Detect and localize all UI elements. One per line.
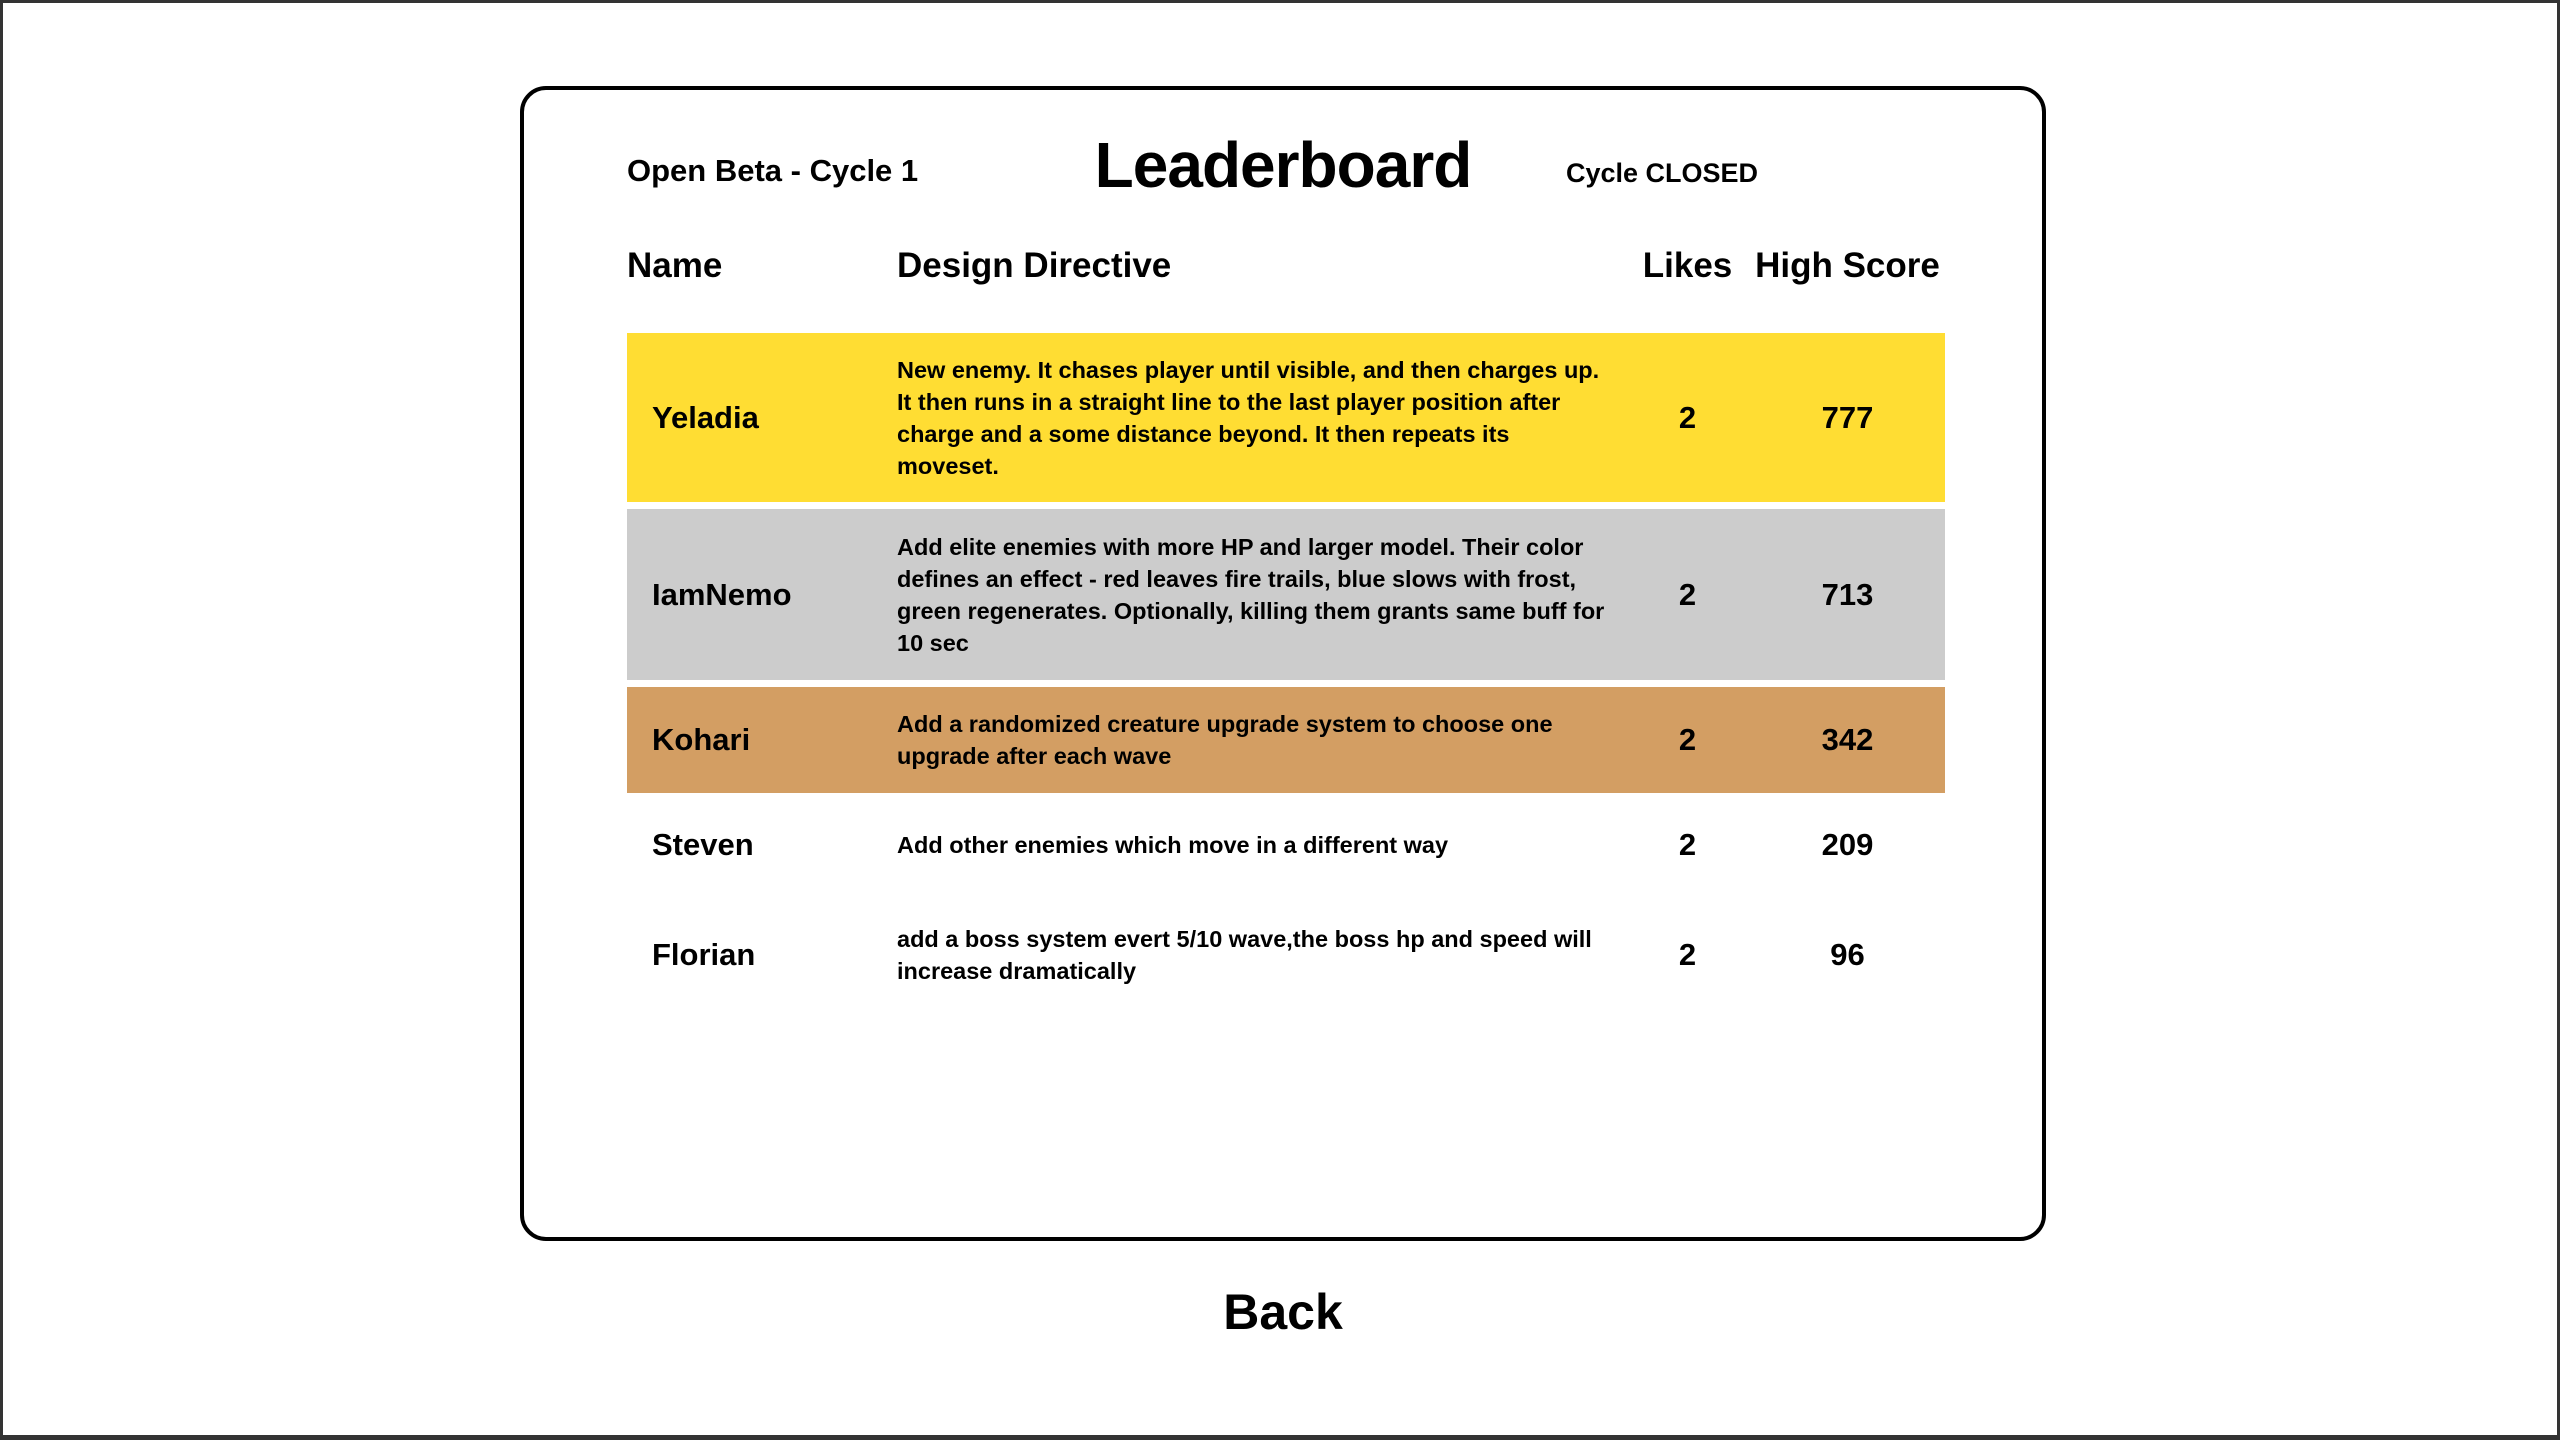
leaderboard-row-4 — [627, 800, 1945, 890]
back-button[interactable]: Back — [1223, 1284, 1343, 1340]
table-header — [627, 246, 1945, 286]
high-score-value: 777 — [1821, 399, 1874, 435]
player-name: Steven — [652, 827, 754, 862]
cycle-status-badge: Cycle CLOSED — [1566, 158, 1759, 188]
leaderboard-panel — [520, 86, 2046, 1241]
player-name: Yeladia — [652, 399, 759, 435]
likes-value: 2 — [1678, 576, 1697, 612]
cycle-label: Open Beta - Cycle 1 — [627, 153, 919, 188]
design-directive: Add other enemies which move in a different way — [897, 832, 1449, 858]
player-name: Kohari — [652, 722, 751, 757]
likes-value: 2 — [1678, 936, 1697, 972]
column-header-name: Name — [627, 246, 723, 285]
leaderboard-row-5 — [627, 897, 1945, 1012]
high-score-value: 96 — [1830, 936, 1865, 972]
design-directive: add a boss system evert 5/10 wave,the boss hp and speed will increase dramatically — [897, 925, 1592, 984]
player-name: IamNemo — [652, 576, 792, 612]
column-header-likes: Likes — [1642, 246, 1733, 285]
likes-value: 2 — [1678, 827, 1697, 862]
column-header-directive: Design Directive — [897, 246, 1172, 285]
column-header-high-score: High Score — [1755, 246, 1940, 285]
design-directive: New enemy. It chases player until visible, and then charges up. It then runs in a straight line to the last player position after charge and a some distance beyond. It then repeats its moveset. — [897, 356, 1600, 479]
leaderboard-row-2 — [627, 509, 1945, 680]
likes-value: 2 — [1678, 722, 1697, 757]
player-name: Florian — [652, 936, 756, 972]
high-score-value: 713 — [1821, 576, 1874, 612]
high-score-value: 209 — [1821, 827, 1874, 862]
leaderboard-row-1 — [627, 333, 1945, 502]
design-directive: Add a randomized creature upgrade system to choose one upgrade after each wave — [897, 711, 1553, 769]
page-title: Leaderboard — [1094, 129, 1472, 201]
likes-value: 2 — [1678, 399, 1697, 435]
design-directive: Add elite enemies with more HP and larger model. Their color defines an effect - red leaves fire trails, blue slows with frost, green regenerates. Optionally, killing them grants same buff for 10 sec — [897, 533, 1605, 656]
leaderboard-rows — [627, 333, 1945, 1012]
leaderboard-row-3 — [627, 687, 1945, 793]
high-score-value: 342 — [1821, 722, 1874, 757]
